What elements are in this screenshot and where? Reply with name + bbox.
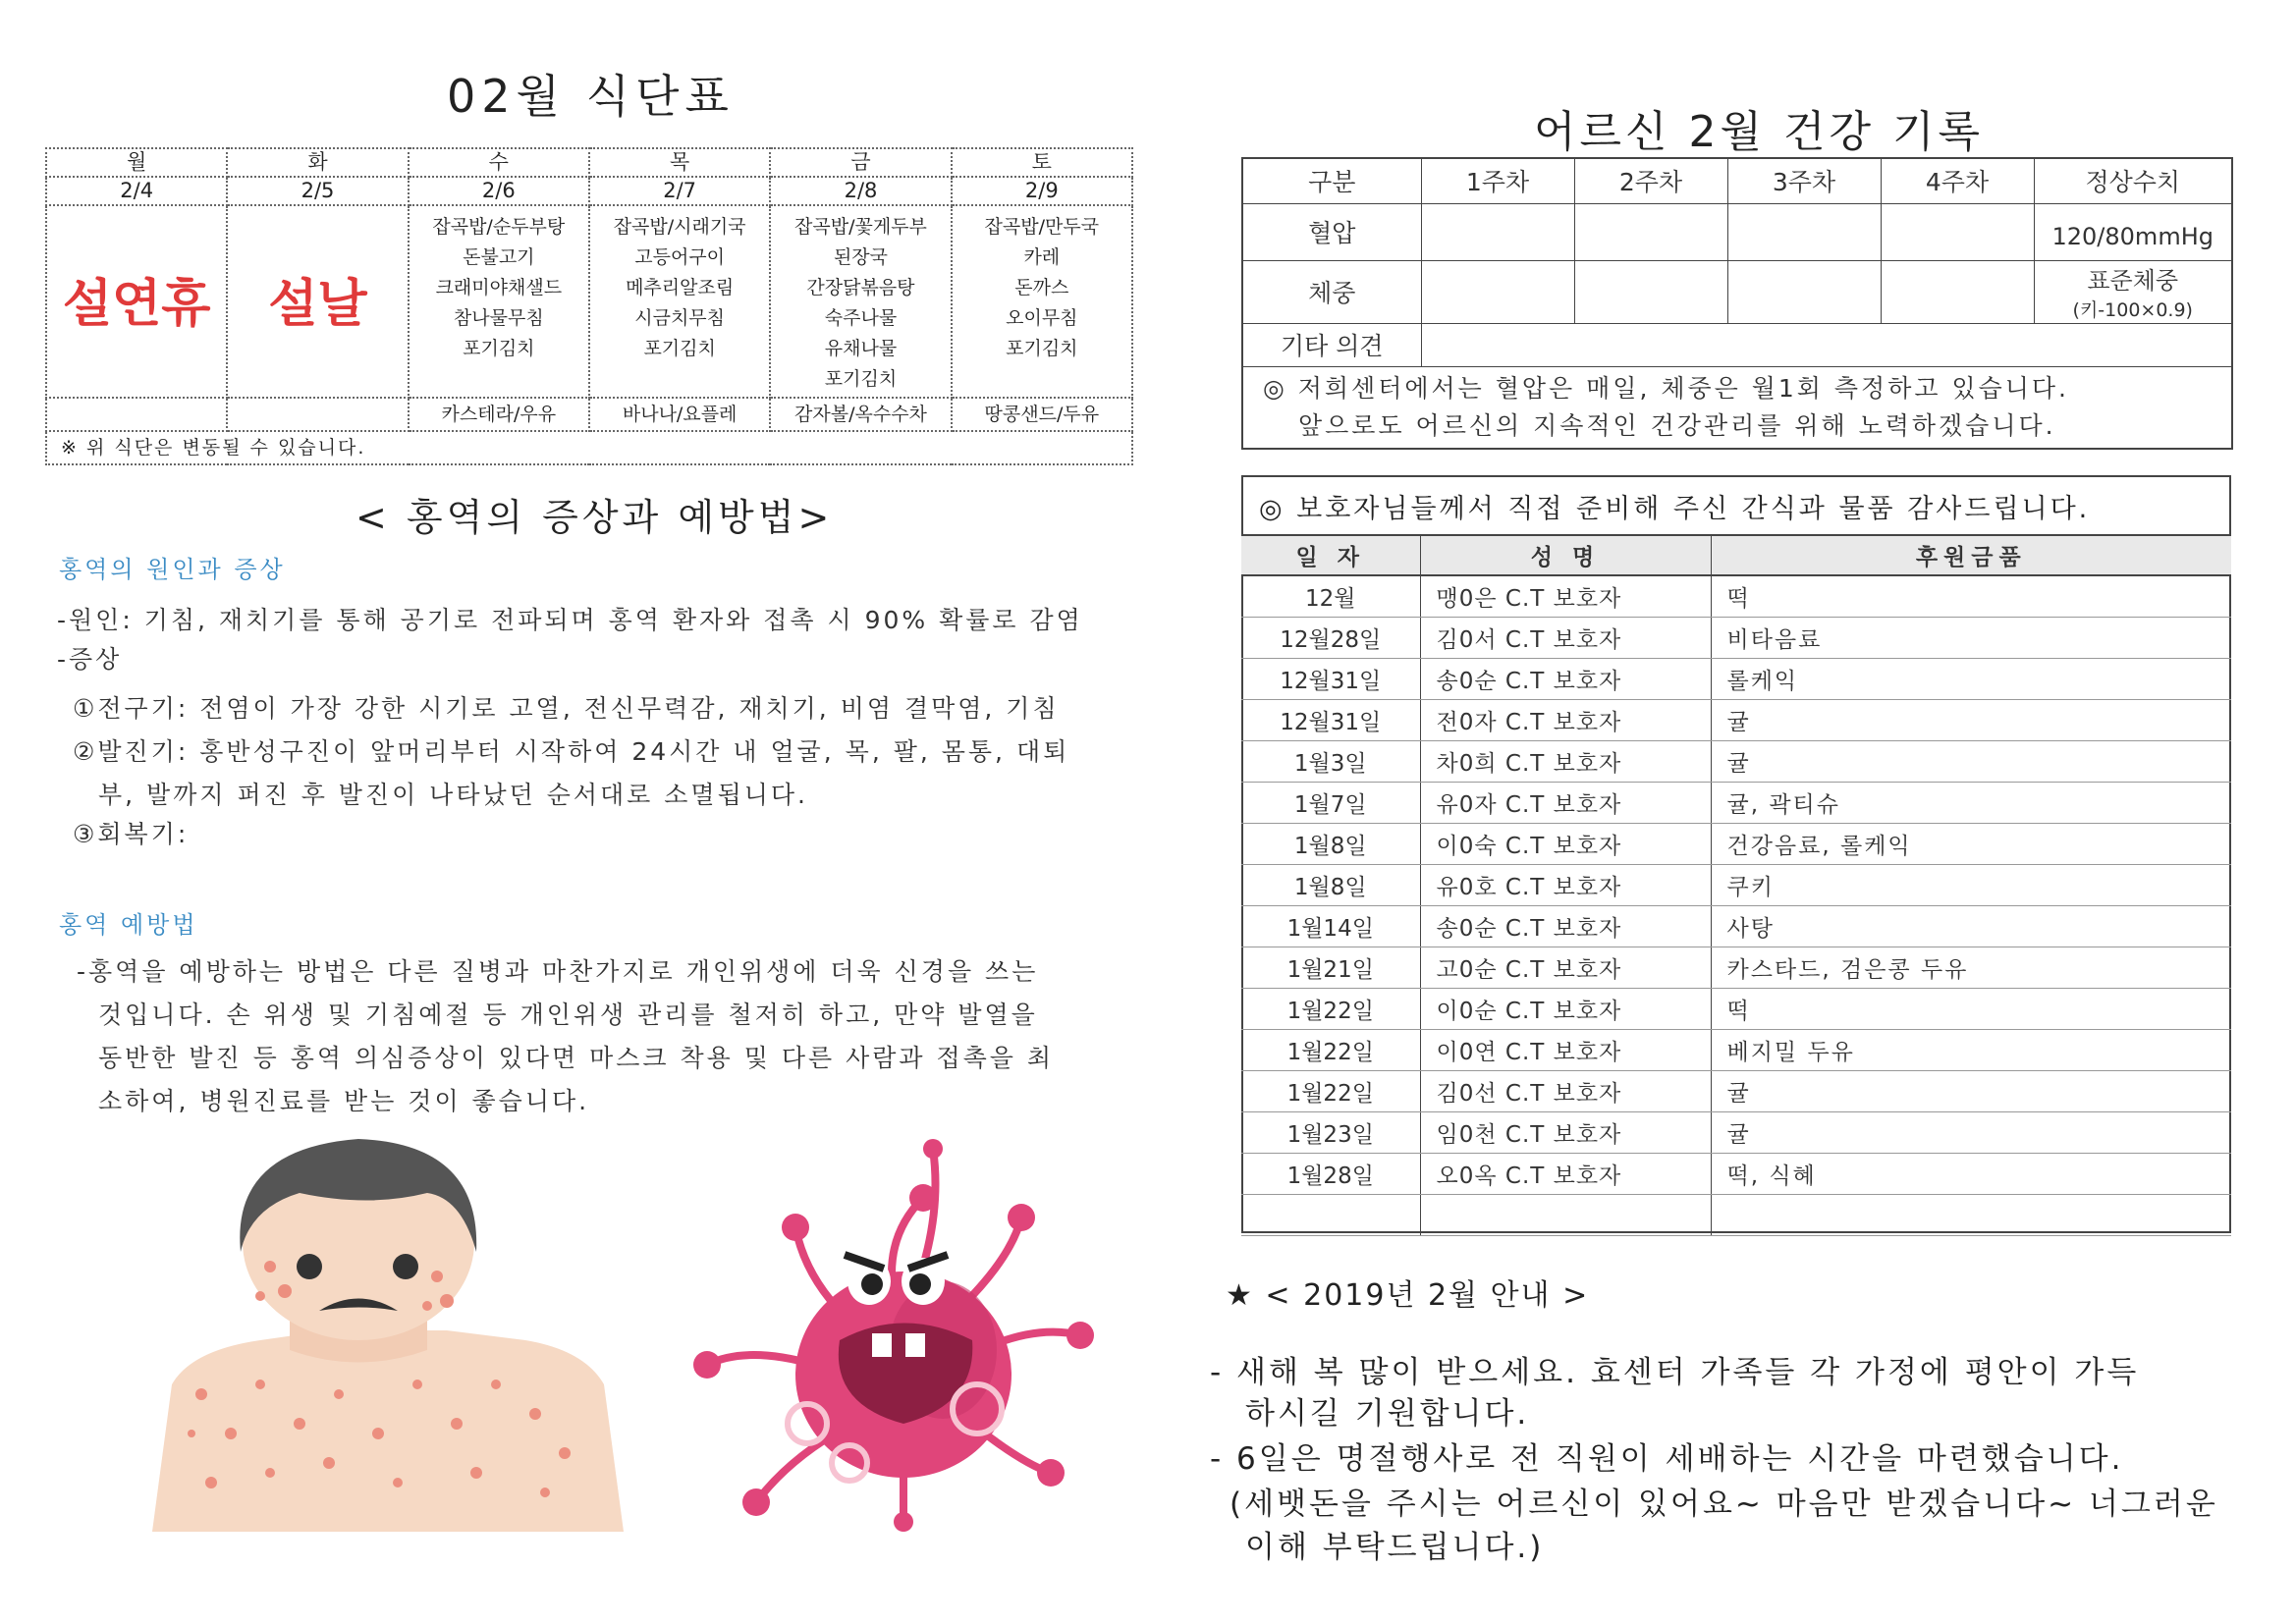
donor-row: [1241, 741, 2231, 783]
day-header: 목: [589, 148, 770, 177]
snack-cell: [227, 398, 408, 431]
meal-item: 돈불고기: [463, 246, 535, 268]
notice-line: 이해 부탁드립니다.): [1245, 1530, 1545, 1565]
donor-gift: 귤: [1711, 1112, 2231, 1154]
meal-item: 포기김치: [463, 338, 535, 359]
donor-row: [1241, 906, 2231, 947]
snack-cell: 땅콩샌드/두유: [952, 398, 1132, 431]
donor-gift: 귤, 곽티슈: [1711, 783, 2231, 824]
meal-cell: [952, 205, 1132, 398]
donor-row: [1241, 659, 2231, 700]
date-header: 2/9: [952, 177, 1132, 205]
donor-header-name: 성 명: [1420, 535, 1711, 575]
donor-row: [1241, 700, 2231, 741]
day-header: 수: [409, 148, 589, 177]
donor-name: 전0자 C.T 보호자: [1420, 700, 1711, 741]
health-header: 4주차: [1881, 158, 2034, 203]
donor-row: [1241, 1071, 2231, 1112]
meal-item: 숙주나물: [824, 307, 898, 329]
day-header: 월: [46, 148, 227, 177]
health-note-line: 앞으로도 어르신의 지속적인 건강관리를 위해 노력하겠습니다.: [1298, 410, 2056, 440]
donor-gift: 귤: [1711, 741, 2231, 783]
health-header: 2주차: [1574, 158, 1727, 203]
donor-gift: 베지밀 두유: [1711, 1030, 2231, 1071]
health-header: 정상수치: [2034, 158, 2232, 203]
virus-illustration: [648, 1139, 1129, 1532]
donor-gift: 카스타드, 검은콩 두유: [1711, 947, 2231, 989]
donor-name: 송0순 C.T 보호자: [1420, 659, 1711, 700]
day-header: 금: [770, 148, 951, 177]
donor-date: 1월3일: [1241, 741, 1420, 783]
prevention-line: -홍역을 예방하는 방법은 다른 질병과 마찬가지로 개인위생에 더욱 신경을 쓰는: [77, 957, 1039, 986]
donor-row: [1241, 947, 2231, 989]
date-header: 2/8: [770, 177, 951, 205]
donor-header-date: 일 자: [1241, 535, 1420, 575]
donor-row: [1241, 783, 2231, 824]
prevention-heading: 홍역 예방법: [59, 911, 198, 939]
health-title: 어르신 2월 건강 기록: [1534, 107, 1984, 157]
date-header: 2/6: [409, 177, 589, 205]
notice-title: ★ < 2019년 2월 안내 >: [1226, 1278, 1590, 1313]
cause-line: 부, 발까지 퍼진 후 발진이 나타났던 순서대로 소멸됩니다.: [98, 781, 808, 809]
snack-cell: 바나나/요플레: [589, 398, 770, 431]
donor-name: 김0선 C.T 보호자: [1420, 1071, 1711, 1112]
meal-item: 오이무침: [1006, 307, 1078, 329]
weight-label: 체중: [1242, 260, 1421, 323]
donor-row: [1241, 1154, 2231, 1195]
donor-row: [1241, 1112, 2231, 1154]
meal-item: 돈까스: [1014, 277, 1069, 298]
donor-header-gift: 후원금품: [1711, 535, 2231, 575]
donor-date: 1월14일: [1241, 906, 1420, 947]
health-note-line: ◎ 저희센터에서는 혈압은 매일, 체중은 월1회 측정하고 있습니다.: [1263, 373, 2069, 403]
measles-title: < 홍역의 증상과 예방법>: [355, 496, 834, 539]
donor-gift: 귤: [1711, 700, 2231, 741]
donor-gift: 롤케익: [1711, 659, 2231, 700]
donor-date: 1월8일: [1241, 824, 1420, 865]
donor-name: 이0연 C.T 보호자: [1420, 1030, 1711, 1071]
donor-date: 1월23일: [1241, 1112, 1420, 1154]
notice-line: 하시길 기원합니다.: [1245, 1396, 1530, 1432]
weight-week-cell: [1727, 260, 1881, 323]
donor-date: 1월21일: [1241, 947, 1420, 989]
donor-date: 1월22일: [1241, 989, 1420, 1030]
health-header: 1주차: [1421, 158, 1574, 203]
meal-item: 잡곡밥/순두부탕: [432, 216, 566, 238]
donor-date: 12월31일: [1241, 700, 1420, 741]
meal-item: 참나물무침: [453, 307, 544, 329]
donor-row: [1241, 865, 2231, 906]
donor-row: [1241, 824, 2231, 865]
meal-item: 잡곡밥/시래기국: [613, 216, 746, 238]
donor-heading: ◎ 보호자님들께서 직접 준비해 주신 간식과 물품 감사드립니다.: [1259, 494, 2091, 524]
donor-name: 김0서 C.T 보호자: [1420, 618, 1711, 659]
donor-name: 유0호 C.T 보호자: [1420, 865, 1711, 906]
menu-note: ※ 위 식단은 변동될 수 있습니다.: [46, 431, 1132, 464]
health-note: [1242, 366, 2232, 449]
bp-normal: 120/80mmHg: [2034, 203, 2232, 260]
donor-name: 차0희 C.T 보호자: [1420, 741, 1711, 783]
meal-item: 잡곡밥/꽃게두부: [794, 216, 927, 238]
donor-date: 12월28일: [1241, 618, 1420, 659]
holiday-cell: 설날: [227, 205, 408, 398]
donor-date: [1241, 1195, 1420, 1236]
donor-gift: [1711, 1195, 2231, 1236]
donor-gift: 건강음료, 롤케익: [1711, 824, 2231, 865]
meal-item: 된장국: [833, 246, 888, 268]
donor-date: 1월22일: [1241, 1071, 1420, 1112]
donor-name: 이0순 C.T 보호자: [1420, 989, 1711, 1030]
meal-item: 크래미야채샐드: [435, 277, 563, 298]
donor-gift: 떡: [1711, 989, 2231, 1030]
donor-gift: 떡, 식혜: [1711, 1154, 2231, 1195]
donor-name: 유0자 C.T 보호자: [1420, 783, 1711, 824]
health-header: 3주차: [1727, 158, 1881, 203]
donor-name: 오0옥 C.T 보호자: [1420, 1154, 1711, 1195]
meal-item: 카레: [1023, 246, 1061, 268]
donor-date: 1월28일: [1241, 1154, 1420, 1195]
notice-line: (세뱃돈을 주시는 어르신이 있어요~ 마음만 받겠습니다~ 너그러운: [1230, 1487, 2218, 1522]
cause-line: -증상: [57, 645, 123, 674]
cause-heading: 홍역의 원인과 증상: [59, 556, 286, 583]
cause-line: ②발진기: 홍반성구진이 앞머리부터 시작하여 24시간 내 얼굴, 목, 팔, 몸통, 대퇴: [73, 737, 1070, 766]
meal-item: 잡곡밥/만두국: [984, 216, 1100, 238]
health-table: [1241, 157, 2233, 450]
date-header: 2/4: [46, 177, 227, 205]
bp-week-cell: [1727, 203, 1881, 260]
snack-cell: 감자볼/옥수수차: [770, 398, 951, 431]
weight-week-cell: [1421, 260, 1574, 323]
donor-name: 임0천 C.T 보호자: [1420, 1112, 1711, 1154]
donor-row: [1241, 1030, 2231, 1071]
weight-normal: [2034, 260, 2232, 323]
meal-item: 간장닭볶음탕: [806, 277, 915, 298]
prevention-line: 동반한 발진 등 홍역 의심증상이 있다면 마스크 착용 및 다른 사람과 접촉을 최: [98, 1044, 1055, 1072]
meal-item: 고등어구이: [634, 246, 726, 268]
prevention-line: 소하여, 병원진료를 받는 것이 좋습니다.: [98, 1087, 590, 1115]
bp-label: 혈압: [1242, 203, 1421, 260]
meal-item: 포기김치: [824, 368, 898, 390]
donor-row: [1241, 989, 2231, 1030]
meal-item: 유채나물: [824, 338, 898, 359]
cause-line: -원인: 기침, 재치기를 통해 공기로 전파되며 홍역 환자와 접촉 시 90% 확률로 감염: [57, 606, 1083, 634]
donor-name: 송0순 C.T 보호자: [1420, 906, 1711, 947]
menu-table: [45, 147, 1133, 465]
bp-week-cell: [1421, 203, 1574, 260]
health-header: 구분: [1242, 158, 1421, 203]
cause-line: ①전구기: 전염이 가장 강한 시기로 고열, 전신무력감, 재치기, 비염 결막염, 기침: [73, 694, 1060, 723]
day-header: 화: [227, 148, 408, 177]
meal-cell: [770, 205, 951, 398]
donor-date: 12월31일: [1241, 659, 1420, 700]
child-with-rash-illustration: [152, 1139, 633, 1532]
meal-item: 포기김치: [1006, 338, 1078, 359]
date-header: 2/5: [227, 177, 408, 205]
notice-line: - 새해 복 많이 받으세요. 효센터 가족들 각 가정에 평안이 가득: [1210, 1355, 2140, 1390]
donor-gift: 귤: [1711, 1071, 2231, 1112]
donor-row: [1241, 618, 2231, 659]
meal-item: 포기김치: [643, 338, 716, 359]
donor-table: [1241, 534, 2231, 1236]
day-header: 토: [952, 148, 1132, 177]
donor-row: [1241, 1195, 2231, 1236]
donor-gift: 비타음료: [1711, 618, 2231, 659]
donor-name: 고0순 C.T 보호자: [1420, 947, 1711, 989]
donor-name: 맹0은 C.T 보호자: [1420, 575, 1711, 618]
weight-normal-formula: (키-100×0.9): [2072, 299, 2193, 321]
bp-week-cell: [1881, 203, 2034, 260]
prevention-line: 것입니다. 손 위생 및 기침예절 등 개인위생 관리를 철저히 하고, 만약 발열을: [98, 1001, 1038, 1029]
notice-line: - 6일은 명절행사로 전 직원이 세배하는 시간을 마련했습니다.: [1210, 1441, 2124, 1477]
meal-item: 시금치무침: [634, 307, 726, 329]
menu-title: 02월 식단표: [447, 70, 735, 123]
holiday-cell: 설연휴: [46, 205, 227, 398]
other-opinion-cell: [1421, 323, 2232, 366]
other-label: 기타 의견: [1242, 323, 1421, 366]
date-header: 2/7: [589, 177, 770, 205]
donor-date: 1월8일: [1241, 865, 1420, 906]
weight-week-cell: [1881, 260, 2034, 323]
bp-week-cell: [1574, 203, 1727, 260]
meal-item: 메추리알조림: [626, 277, 735, 298]
snack-cell: [46, 398, 227, 431]
weight-normal-label: 표준체중: [2087, 267, 2179, 295]
meal-cell: [409, 205, 589, 398]
cause-line: ③회복기:: [73, 820, 190, 848]
donor-name: [1420, 1195, 1711, 1236]
donor-date: 1월22일: [1241, 1030, 1420, 1071]
snack-cell: 카스테라/우유: [409, 398, 589, 431]
donor-gift: 쿠키: [1711, 865, 2231, 906]
donor-gift: 사탕: [1711, 906, 2231, 947]
meal-cell: [589, 205, 770, 398]
donor-date: 1월7일: [1241, 783, 1420, 824]
donor-name: 이0숙 C.T 보호자: [1420, 824, 1711, 865]
weight-week-cell: [1574, 260, 1727, 323]
donor-row: [1241, 575, 2231, 618]
donor-date: 12월: [1241, 575, 1420, 618]
donor-gift: 떡: [1711, 575, 2231, 618]
